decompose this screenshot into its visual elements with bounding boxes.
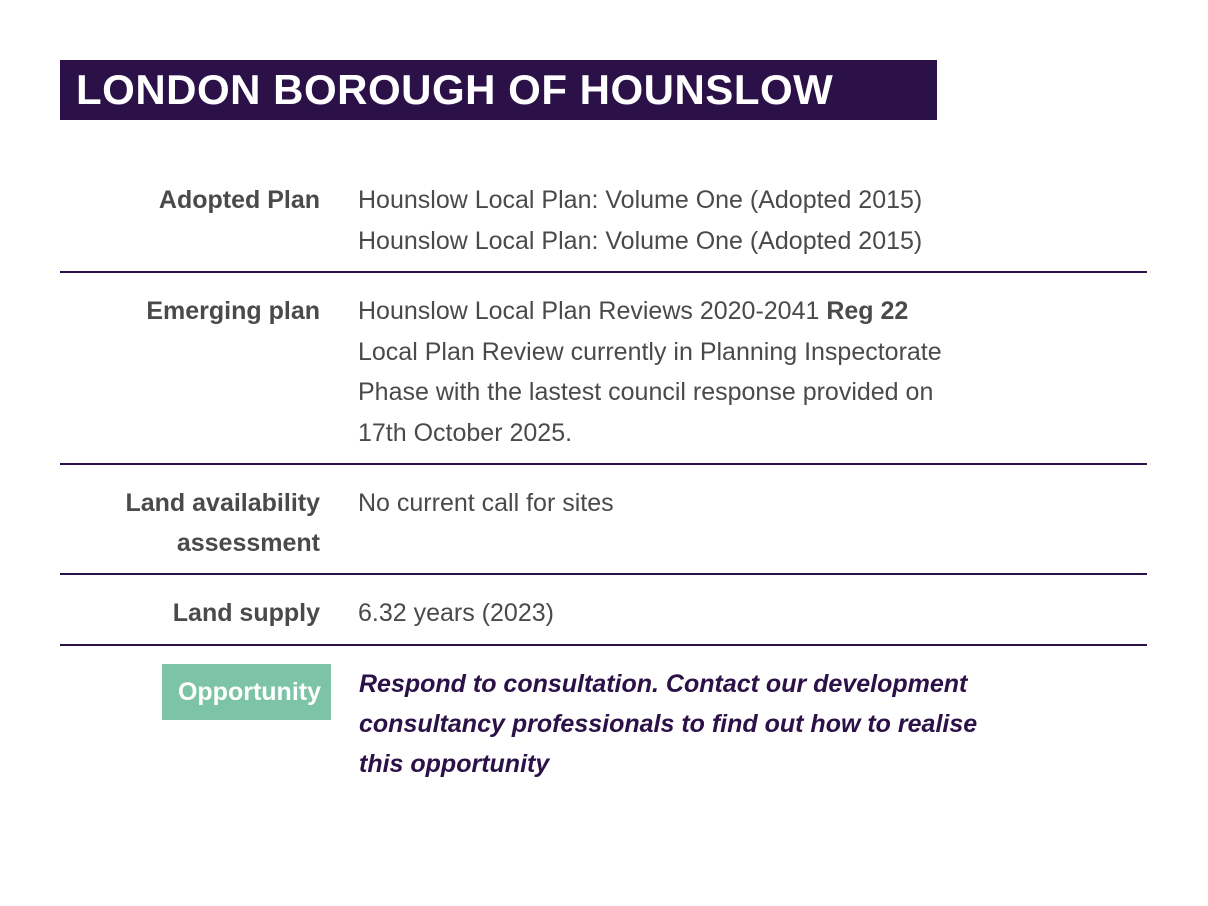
opportunity-line: Respond to consultation. Contact our development bbox=[359, 669, 968, 698]
row-land-supply bbox=[60, 593, 1147, 646]
emerging-plan-value bbox=[358, 291, 1108, 453]
row-adopted-plan bbox=[60, 180, 1147, 273]
emerging-plan-line bbox=[358, 291, 1108, 332]
emerging-plan-line: Phase with the lastest council response provided on bbox=[358, 378, 934, 406]
opportunity-text bbox=[359, 664, 1119, 784]
emerging-plan-line: 17th October 2025. bbox=[358, 418, 573, 447]
page-title: LONDON BOROUGH OF HOUNSLOW bbox=[76, 66, 834, 113]
land-supply-value: 6.32 years (2023) bbox=[358, 599, 554, 627]
emerging-plan-line: Local Plan Review currently in Planning Inspectorate bbox=[358, 337, 942, 366]
row-emerging-plan bbox=[60, 291, 1147, 465]
opportunity-badge: Opportunity bbox=[162, 664, 331, 720]
land-supply-label: Land supply bbox=[172, 599, 320, 627]
row-opportunity bbox=[60, 664, 1147, 794]
row-land-availability bbox=[60, 483, 1147, 575]
title-banner bbox=[60, 60, 937, 120]
opportunity-line: consultancy professionals to find out how to realise bbox=[359, 709, 978, 738]
adopted-plan-line: Hounslow Local Plan: Volume One (Adopted 2015) bbox=[358, 186, 923, 214]
land-availability-label-line: Land availability bbox=[125, 489, 320, 517]
land-availability-label-line: assessment bbox=[176, 529, 320, 557]
plan-info-table bbox=[60, 180, 1147, 794]
opportunity-label-cell bbox=[60, 664, 331, 784]
adopted-plan-line: Hounslow Local Plan: Volume One (Adopted 2015) bbox=[358, 226, 923, 255]
emerging-plan-label: Emerging plan bbox=[146, 297, 320, 325]
opportunity-line: this opportunity bbox=[359, 749, 550, 778]
emerging-plan-title: Hounslow Local Plan Reviews 2020-2041 bbox=[358, 297, 827, 325]
land-availability-value: No current call for sites bbox=[358, 489, 614, 517]
adopted-plan-value bbox=[358, 180, 1108, 261]
emerging-plan-stage: Reg 22 bbox=[826, 297, 909, 325]
adopted-plan-label: Adopted Plan bbox=[158, 186, 320, 214]
land-availability-label bbox=[60, 483, 320, 563]
